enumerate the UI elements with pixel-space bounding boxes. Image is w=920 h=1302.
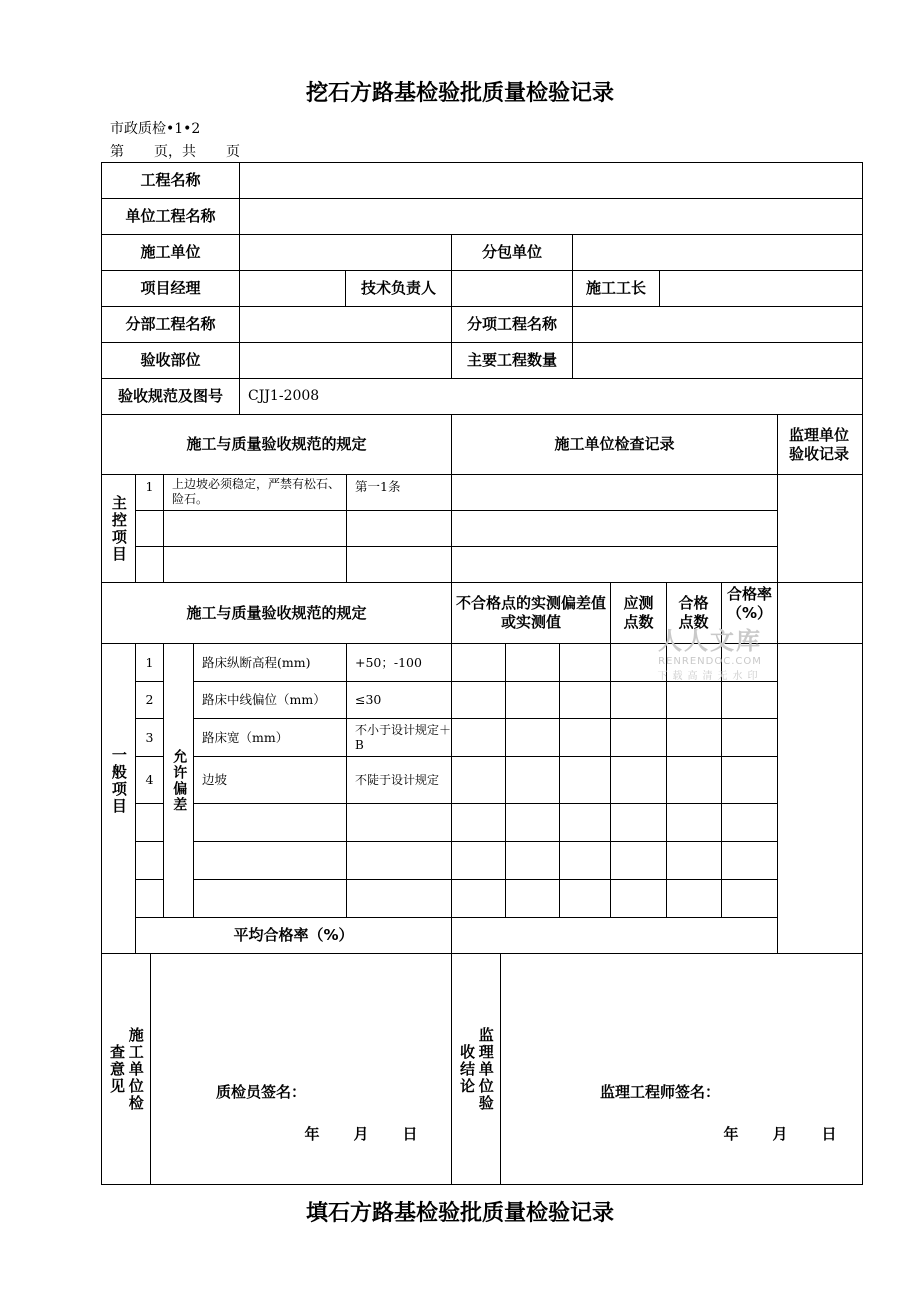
supervisor-day: 日 xyxy=(821,1124,837,1143)
general-item-1-name: 路床纵断高程(mm) xyxy=(202,654,311,670)
spec-value: CJJ1-2008 xyxy=(248,387,320,404)
foreman-label: 施工工长 xyxy=(585,279,646,298)
page-prefix: 第 xyxy=(110,144,124,160)
watermark-slogan: 下载高清无水印 xyxy=(657,671,763,682)
main-check-header: 施工单位检查记录 xyxy=(554,435,675,454)
contractor-opinion-text: 施工单位检查意见 xyxy=(108,1026,145,1112)
general-spec-header: 施工与质量验收规范的规定 xyxy=(186,603,367,622)
general-item-3-tolerance: 不小于设计规定＋B xyxy=(355,722,452,752)
tech-lead-label: 技术负责人 xyxy=(360,279,436,298)
next-form-title: 填石方路基检验批质量检验记录 xyxy=(305,1201,614,1226)
supervisor-record-header: 监理单位验收记录 xyxy=(788,425,849,463)
watermark-brand: 人人文库 xyxy=(658,627,762,655)
should-measure-points-header: 应测点数 xyxy=(623,594,654,631)
supervisor-month: 月 xyxy=(772,1124,788,1143)
spec-label: 验收规范及图号 xyxy=(117,387,223,406)
supervisor-year: 年 xyxy=(723,1124,739,1143)
general-section-label: 一般项目 xyxy=(109,746,128,815)
form-title: 挖石方路基检验批质量检验记录 xyxy=(305,81,614,106)
average-pass-rate-label: 平均合格率（%） xyxy=(233,926,354,945)
main-item-1-no: 1 xyxy=(145,479,154,494)
construction-unit-label: 施工单位 xyxy=(140,243,201,262)
subitem-name-label: 分项工程名称 xyxy=(466,315,557,334)
form-code: 市政质检•1•2 xyxy=(110,121,201,137)
general-item-4-name: 边坡 xyxy=(202,772,228,788)
main-control-section-label: 主控项目 xyxy=(109,494,128,563)
contractor-day: 日 xyxy=(402,1124,418,1143)
general-item-3-name: 路床宽（mm） xyxy=(202,729,289,745)
engineer-signature-label: 监理工程师签名： xyxy=(599,1082,720,1101)
main-item-1-requirement: 上边坡必须稳定，严禁有松石、险石。 xyxy=(172,477,341,506)
general-item-1-no: 1 xyxy=(145,654,154,670)
contractor-year: 年 xyxy=(304,1124,320,1143)
division-name-label: 分部工程名称 xyxy=(125,315,216,334)
general-item-1-tolerance: +50；-100 xyxy=(355,654,422,670)
supervisor-conclusion-text: 监理单位验收结论 xyxy=(458,1026,495,1112)
project-manager-label: 项目经理 xyxy=(140,279,201,298)
pass-rate-header: 合格率（%） xyxy=(727,585,772,622)
general-item-4-no: 4 xyxy=(145,772,154,788)
main-quantity-label: 主要工程数量 xyxy=(466,351,557,370)
project-name-label: 工程名称 xyxy=(140,171,201,190)
general-item-2-tolerance: ≤30 xyxy=(355,692,382,708)
unit-project-name-label: 单位工程名称 xyxy=(125,207,216,226)
watermark-logo xyxy=(640,621,780,682)
page-suffix: 页 xyxy=(226,144,240,160)
inspector-signature-label: 质检员签名： xyxy=(215,1082,306,1101)
supervisor-conclusion-label xyxy=(452,954,500,1184)
general-item-3-no: 3 xyxy=(145,729,154,745)
page-indicator xyxy=(110,141,240,161)
contractor-opinion-label xyxy=(102,954,150,1184)
contractor-month: 月 xyxy=(353,1124,369,1143)
watermark-domain: RENRENDOC.COM xyxy=(658,656,762,667)
page-mid: 页，共 xyxy=(154,144,196,160)
allowed-deviation-label: 允许偏差 xyxy=(171,748,188,813)
main-spec-header: 施工与质量验收规范的规定 xyxy=(186,435,367,454)
measured-deviation-header: 不合格点的实测偏差值或实测值 xyxy=(456,594,607,631)
general-item-4-tolerance: 不陡于设计规定 xyxy=(355,772,440,787)
general-item-2-no: 2 xyxy=(145,692,154,708)
pass-points-header: 合格点数 xyxy=(678,594,709,631)
main-item-1-clause: 第一1条 xyxy=(355,479,401,494)
general-item-2-name: 路床中线偏位（mm） xyxy=(202,692,326,708)
inspection-part-label: 验收部位 xyxy=(140,351,201,370)
subcontract-unit-label: 分包单位 xyxy=(481,243,542,262)
